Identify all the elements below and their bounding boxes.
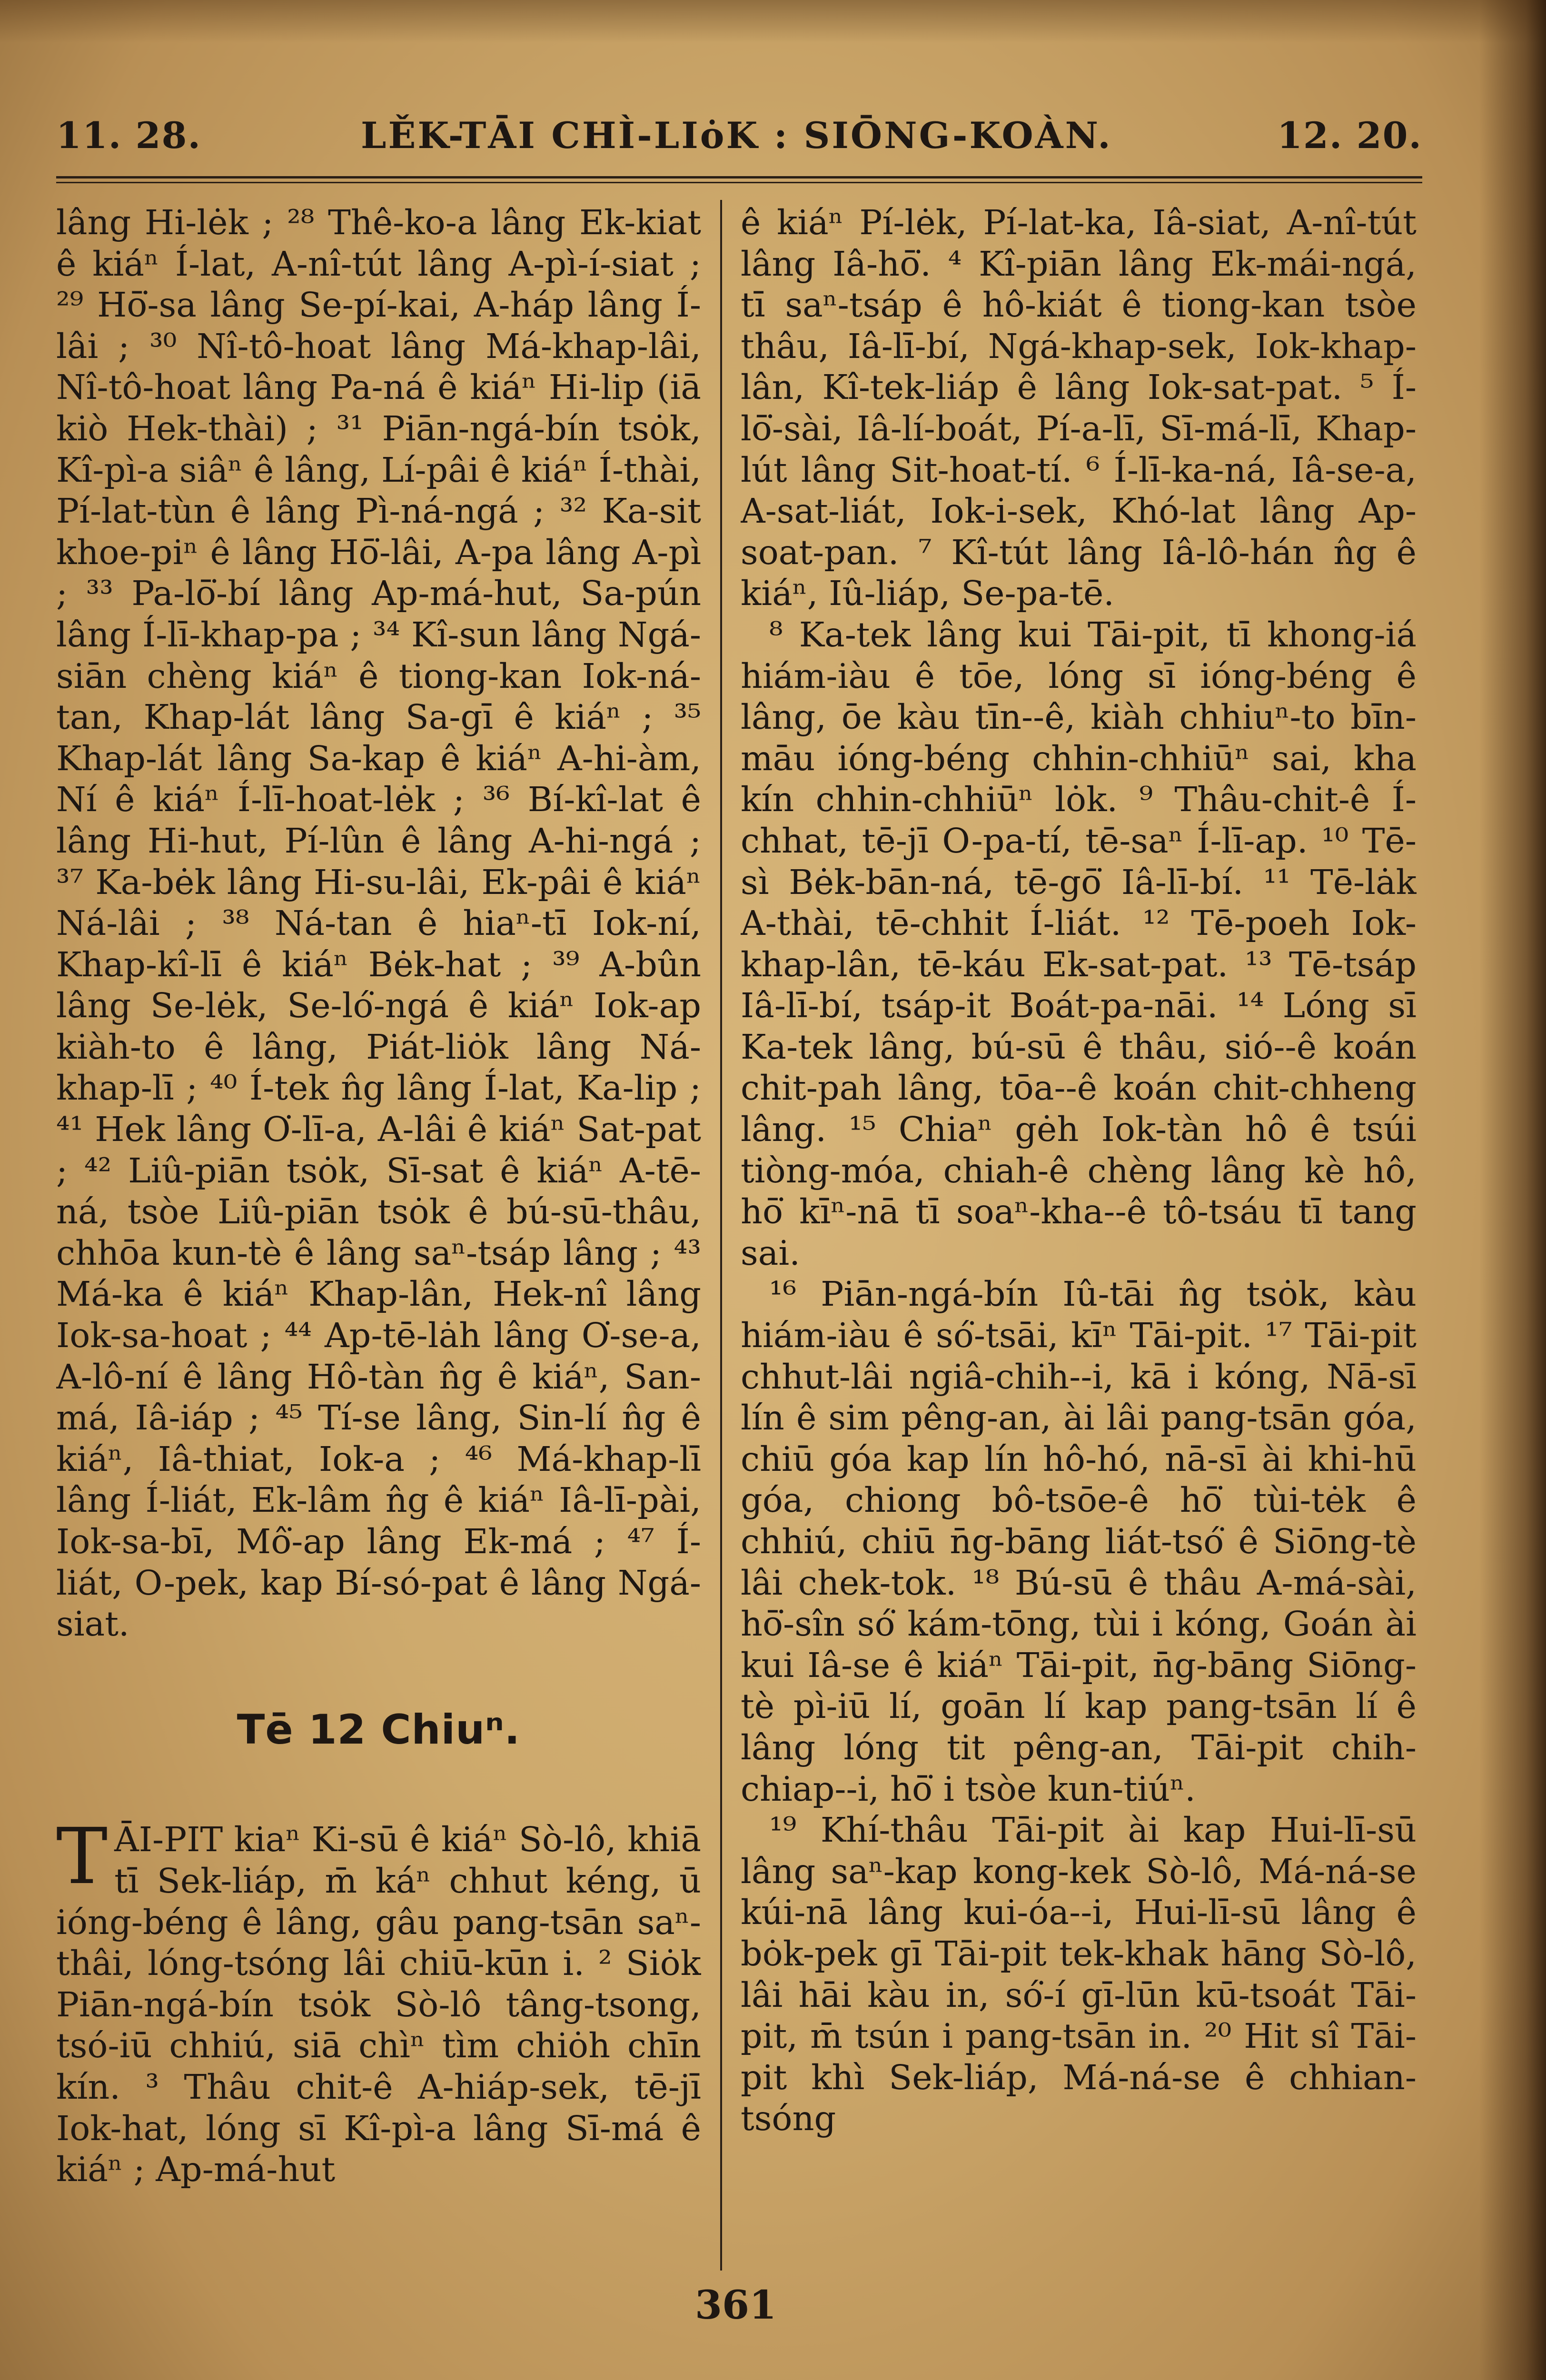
column-divider xyxy=(720,200,722,2271)
paragraph-1: ê kiáⁿ Pí-lėk, Pí-lat-ka, Iâ-siat, A-nî-tút lâng Iâ-hō͘. ⁴ Kî-piān lâng Ek-mái-ngá, tī saⁿ-tsáp ê hô-kiát ê tiong-kan tsòe thâu, Iâ-lī-bí, Ngá-khap-sek, Iok-khap-lân, Kî-tek-liáp ê lâng Iok-sat-pat. ⁵ Í-lō͘-sài, Iâ-lí-boát, Pí-a-lī, Sī-má-lī, Khap-lút lâng Sit-hoat-tí. ⁶ Í-lī-ka-ná, Iâ-se-a, A-sat-liát, Iok-i-sek, Khó-lat lâng Ap-soat-pan. ⁷ Kî-tút lâng Iâ-lô-hán n̂g ê kiáⁿ, Iû-liáp, Se-pa-tē. xyxy=(741,203,1417,614)
paragraph-3: ¹⁶ Piān-ngá-bín Iû-tāi n̂g tsȯk, kàu hiám-iàu ê só͘-tsāi, kīⁿ Tāi-pit. ¹⁷ Tāi-pit chhut-lâi ngiâ-chih--i, kā i kóng, Nā-sī lín ê sim pêng-an, ài lâi pang-tsān góa, chiū góa kap lín hô-hó, nā-sī ài khi-hū góa, chiong bô-tsōe-ê hō͘ tùi-tėk ê chhiú, chiū n̄g-bāng liát-tsó͘ ê Siōng-tè lâi chek-tok. ¹⁸ Bú-sū ê thâu A-má-sài, hō͘-sîn só͘ kám-tōng, tùi i kóng, Goán ài kui Iâ-se ê kiáⁿ Tāi-pit, n̄g-bāng Siōng-tè pì-iū lí, goān lí kap pang-tsān lí ê lâng lóng tit pêng-an, Tāi-pit chih-chiap--i, hō͘ i tsòe kun-tiúⁿ. xyxy=(741,1274,1417,1809)
left-column xyxy=(56,202,701,2249)
header-title: LĚK-TĀI CHÌ-LIȯK : SIŌNG-KOÀN. xyxy=(361,114,1112,157)
page-shadow-right xyxy=(1479,0,1546,2380)
header-rule xyxy=(56,176,1422,178)
running-header xyxy=(56,109,1422,167)
header-verse-end: 12. 20. xyxy=(1277,114,1422,157)
right-column xyxy=(741,202,1417,2249)
paragraph-2: ⁸ Ka-tek lâng kui Tāi-pit, tī khong-iá hiám-iàu ê tōe, lóng sī ióng-béng ê lâng, ōe kàu tīn--ê, kiàh chhiuⁿ-to bīn-māu ióng-béng chhin-chhiūⁿ sai, kha kín chhin-chhiūⁿ lȯk. ⁹ Thâu-chit-ê Í-chhat, tē-jī O-pa-tí, tē-saⁿ Í-lī-ap. ¹⁰ Tē-sì Bėk-bān-ná, tē-gō͘ Iâ-lī-bí. ¹¹ Tē-lȧk A-thài, tē-chhit Í-liát. ¹² Tē-poeh Iok-khap-lân, tē-káu Ek-sat-pat. ¹³ Tē-tsáp Iâ-lī-bí, tsáp-it Boát-pa-nāi. ¹⁴ Lóng sī Ka-tek lâng, bú-sū ê thâu, sió--ê koán chit-pah lâng, tōa--ê koán chit-chheng lâng. ¹⁵ Chiaⁿ gėh Iok-tàn hô ê tsúi tiòng-móa, chiah-ê chèng lâng kè hô, hō͘ kīⁿ-nā tī soaⁿ-kha--ê tô-tsáu tī tang sai. xyxy=(741,615,1417,1273)
drop-cap: T xyxy=(56,1812,108,1902)
chapter-12-text: ĀI-PIT kiaⁿ Ki-sū ê kiáⁿ Sò-lô, khiā tī Sek-liáp, m̄ káⁿ chhut kéng, ū ióng-béng ê lâng, gâu pang-tsān saⁿ-thâi, lóng-tsóng lâi chiū-kūn i. ² Siȯk Piān-ngá-bín tsȯk Sò-lô tâng-tsong, tsó-iū chhiú, siā chìⁿ tìm chiȯh chīn kín. ³ Thâu chit-ê A-hiáp-sek, tē-jī Iok-hat, lóng sī Kî-pì-a lâng Sī-má ê kiáⁿ ; Ap-má-hut xyxy=(56,1820,701,2190)
header-rule-thin xyxy=(56,182,1422,183)
paragraph-4: ¹⁹ Khí-thâu Tāi-pit ài kap Hui-lī-sū lâng saⁿ-kap kong-kek Sò-lô, Má-ná-se kúi-nā lâng kui-óa--i, Hui-lī-sū lâng ê bȯk-pek gī Tāi-pit tek-khak hāng Sò-lô, lâi hāi kàu in, só͘-í gī-lūn kū-tsoát Tāi-pit, m̄ tsún i pang-tsān in. ²⁰ Hit sî Tāi-pit khì Sek-liáp, Má-ná-se ê chhian-tsóng xyxy=(741,1810,1417,2139)
chapter-heading: Tē 12 Chiuⁿ. xyxy=(237,1706,521,1754)
page-number: 361 xyxy=(695,2282,777,2328)
header-verse-start: 11. 28. xyxy=(56,114,201,157)
page-shadow-top xyxy=(0,0,1546,43)
chapter-12-opening xyxy=(56,1812,701,2190)
chapter-11-text: lâng Hi-lėk ; ²⁸ Thê-ko-a lâng Ek-kiat ê kiáⁿ Í-lat, A-nî-tút lâng A-pì-í-siat ; ²⁹ Hō͘-sa lâng Se-pí-kai, A-háp lâng Í-lâi ; ³⁰ Nî-tô-hoat lâng Má-khap-lâi, Nî-tô-hoat lâng Pa-ná ê kiáⁿ Hi-lip (iā kiò Hek-thài) ; ³¹ Piān-ngá-bín tsȯk, Kî-pì-a siâⁿ ê lâng, Lí-pâi ê kiáⁿ Í-thài, Pí-lat-tùn ê lâng Pì-ná-ngá ; ³² Ka-sit khoe-piⁿ ê lâng Hō͘-lâi, A-pa lâng A-pì ; ³³ Pa-lō͘-bí lâng Ap-má-hut, Sa-pún lâng Í-lī-khap-pa ; ³⁴ Kî-sun lâng Ngá-siān chèng kiáⁿ ê tiong-kan Iok-ná-tan, Khap-lát lâng Sa-gī ê kiáⁿ ; ³⁵ Khap-lát lâng Sa-kap ê kiáⁿ A-hi-àm, Ní ê kiáⁿ Í-lī-hoat-lėk ; ³⁶ Bí-kî-lat ê lâng Hi-hut, Pí-lûn ê lâng A-hi-ngá ; ³⁷ Ka-bėk lâng Hi-su-lâi, Ek-pâi ê kiáⁿ Ná-lâi ; ³⁸ Ná-tan ê hiaⁿ-tī Iok-ní, Khap-kî-lī ê kiáⁿ Bėk-hat ; ³⁹ A-bûn lâng Se-lėk, Se-ló͘-ngá ê kiáⁿ Iok-ap kiàh-to ê lâng, Piát-liȯk lâng Ná-khap-lī ; ⁴⁰ Í-tek n̂g lâng Í-lat, Ka-lip ; ⁴¹ Hek lâng O͘-lī-a, A-lâi ê kiáⁿ Sat-pat ; ⁴² Liû-piān tsȯk, Sī-sat ê kiáⁿ A-tē-ná, tsòe Liû-piān tsȯk ê bú-sū-thâu, chhōa kun-tè ê lâng saⁿ-tsáp lâng ; ⁴³ Má-ka ê kiáⁿ Khap-lân, Hek-nî lâng Iok-sa-hoat ; ⁴⁴ Ap-tē-lȧh lâng O͘-se-a, A-lô-ní ê lâng Hô-tàn n̂g ê kiáⁿ, San-má, Iâ-iáp ; ⁴⁵ Tí-se lâng, Sin-lí n̂g ê kiáⁿ, Iâ-thiat, Iok-a ; ⁴⁶ Má-khap-lī lâng Í-liát, Ek-lâm n̂g ê kiáⁿ Iâ-lī-pài, Iok-sa-bī, Mô͘-ap lâng Ek-má ; ⁴⁷ Í-liát, O-pek, kap Bí-só-pat ê lâng Ngá-siat. xyxy=(56,203,701,1644)
